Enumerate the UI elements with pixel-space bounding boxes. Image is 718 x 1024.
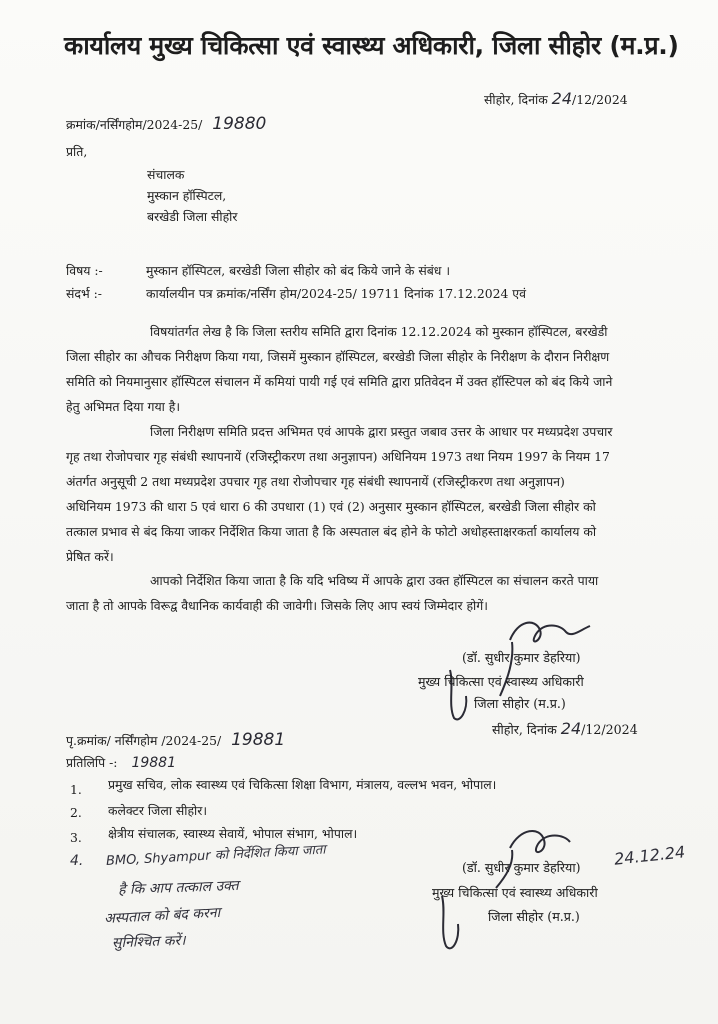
para1-line: जिला सीहोर का औचक निरीक्षण किया गया, जिसमें मुस्कान हॉस्पिटल, बरखेडी जिला सीहोर के निरीक्षण के दौरान निरीक्षण [66, 349, 610, 364]
sig1-date-prefix: सीहोर, दिनांक [492, 722, 557, 737]
reference-label: संदर्भ :- [66, 286, 102, 301]
reference-text: कार्यालयीन पत्र क्रमांक/नर्सिंग होम/2024-25/ 19711 दिनांक 17.12.2024 एवं [146, 286, 527, 301]
copy-label-handwritten: 19881 [131, 755, 176, 771]
copy-item-text: क्षेत्रीय संचालक, स्वास्थ्य सेवायें, भोपाल संभाग, भोपाल। [108, 826, 358, 841]
para3-line: जाता है तो आपके विरूद्व वैधानिक कार्यवाही की जावेगी। जिसके लिए आप स्वयं जिम्मेदार होगें। [66, 598, 488, 613]
handwritten-note-line: BMO, Shyampur को निर्देशित किया जाता [105, 842, 326, 869]
para1-line: हेतु अभिमत दिया गया है। [66, 399, 181, 414]
para2-line: गृह तथा रोजोपचार गृह संबंधी स्थापनायें (रजिस्ट्रीकरण तथा अनुज्ञापन) अधिनियम 1973 तथा नियम 1997 के नियम 17 [66, 449, 610, 464]
subject-label: विषय :- [66, 263, 103, 278]
letterhead-title: कार्यालय मुख्य चिकित्सा एवं स्वास्थ्य अधिकारी, जिला सीहोर (म.प्र.) [64, 31, 679, 60]
ref-number [66, 116, 266, 133]
copy-item-text: प्रमुख सचिव, लोक स्वास्थ्य एवं चिकित्सा शिक्षा विभाग, मंत्रालय, वल्लभ भवन, भोपाल। [108, 777, 497, 792]
copy-item-num: 2. [70, 805, 82, 820]
para2-line: जिला निरीक्षण समिति प्रदत्त अभिमत एवं आपके द्वारा प्रस्तुत जबाव उत्तर के आधार पर मध्यप्रदेश उपचार [150, 424, 613, 439]
date-day-handwritten: 24 [551, 89, 573, 108]
para1-line: विषयांतर्गत लेख है कि जिला स्तरीय समिति द्वारा दिनांक 12.12.2024 को मुस्कान हॉस्पिटल, बरखेडी [150, 324, 608, 339]
signatory-district-2: जिला सीहोर (म.प्र.) [488, 909, 580, 924]
para2-line: अंतर्गत अनुसूची 2 तथा मध्यप्रदेश उपचार गृह तथा रोजोपचार गृह संबंधी स्थापनायें (रजिस्ट्रीकरण तथा अनुज्ञापन) [66, 474, 565, 489]
sig1-date-handwritten: 24 [560, 719, 582, 738]
copy-label [66, 756, 176, 770]
signatory-designation-1: मुख्य चिकित्सा एवं स्वास्थ्य अधिकारी [418, 674, 584, 689]
signatory-district-1: जिला सीहोर (म.प्र.) [474, 696, 566, 711]
handwritten-note-line: है कि आप तत्काल उक्त [117, 877, 239, 899]
copy-ref-prefix: पृ.क्रमांक/ नर्सिंगहोम /2024-25/ [66, 733, 222, 748]
signatory-name-2: (डॉ. सुधीर कुमार डेहरिया) [462, 860, 581, 875]
ref-number-handwritten: 19880 [212, 114, 267, 134]
body-paragraph-1 [66, 319, 666, 419]
handwritten-note-line: अस्पताल को बंद करना [103, 904, 221, 928]
body-paragraph-2 [66, 419, 666, 569]
prati-label: प्रति, [66, 144, 88, 159]
handwritten-note-line: सुनिश्चित करें। [111, 932, 186, 952]
para2-line: अधिनियम 1973 की धारा 5 एवं धारा 6 की उपधारा (1) एवं (2) अनुसार मुस्कान हॉस्पिटल, बरखेडी जिला सीहोर को [66, 499, 596, 514]
para1-line: समिति को नियमानुसार हॉस्पिटल संचालन में कमियां पायी गई एवं समिति द्वारा प्रतिवेदन में उक्त हॉस्टिपल को बंद किये जाने [66, 374, 613, 389]
para2-line: प्रेषित करें। [66, 549, 114, 564]
copy-ref-handwritten: 19881 [231, 730, 286, 750]
signatory-designation-2: मुख्य चिकित्सा एवं स्वास्थ्य अधिकारी [432, 885, 598, 900]
date-suffix: /12/2024 [572, 92, 628, 107]
signature1-date [492, 721, 638, 737]
copy-item-num: 1. [70, 782, 82, 797]
copy-label-text: प्रतिलिपि -: [66, 755, 118, 770]
recipient-line-2: मुस्कान हॉस्पिटल, [147, 188, 227, 203]
signatory-name-1: (डॉ. सुधीर कुमार डेहरिया) [462, 650, 581, 665]
header-date [484, 91, 628, 107]
recipient-line-1: संचालक [147, 167, 185, 182]
copy-ref-number [66, 732, 285, 749]
para2-line: तत्काल प्रभाव से बंद किया जाकर निर्देशित किया जाता है कि अस्पताल बंद होने के फोटो अधोहस्ताक्षरकर्ता कार्यालय को [66, 524, 597, 539]
copy-item-num: 3. [70, 830, 82, 845]
signature2-handwritten-date: 24.12.24 [613, 842, 687, 869]
handwritten-item-num: 4. [70, 853, 84, 869]
recipient-line-3: बरखेडी जिला सीहोर [147, 209, 238, 224]
copy-item-text: कलेक्टर जिला सीहोर। [108, 803, 208, 818]
subject-text: मुस्कान हॉस्पिटल, बरखेडी जिला सीहोर को बंद किये जाने के संबंध । [146, 263, 451, 278]
para3-line: आपको निर्देशित किया जाता है कि यदि भविष्य में आपके द्वारा उक्त हॉस्पिटल का संचालन करते पाया [150, 573, 599, 588]
sig1-date-suffix: /12/2024 [581, 722, 638, 737]
date-prefix: सीहोर, दिनांक [484, 92, 548, 107]
ref-prefix: क्रमांक/नर्सिंगहोम/2024-25/ [66, 117, 203, 132]
